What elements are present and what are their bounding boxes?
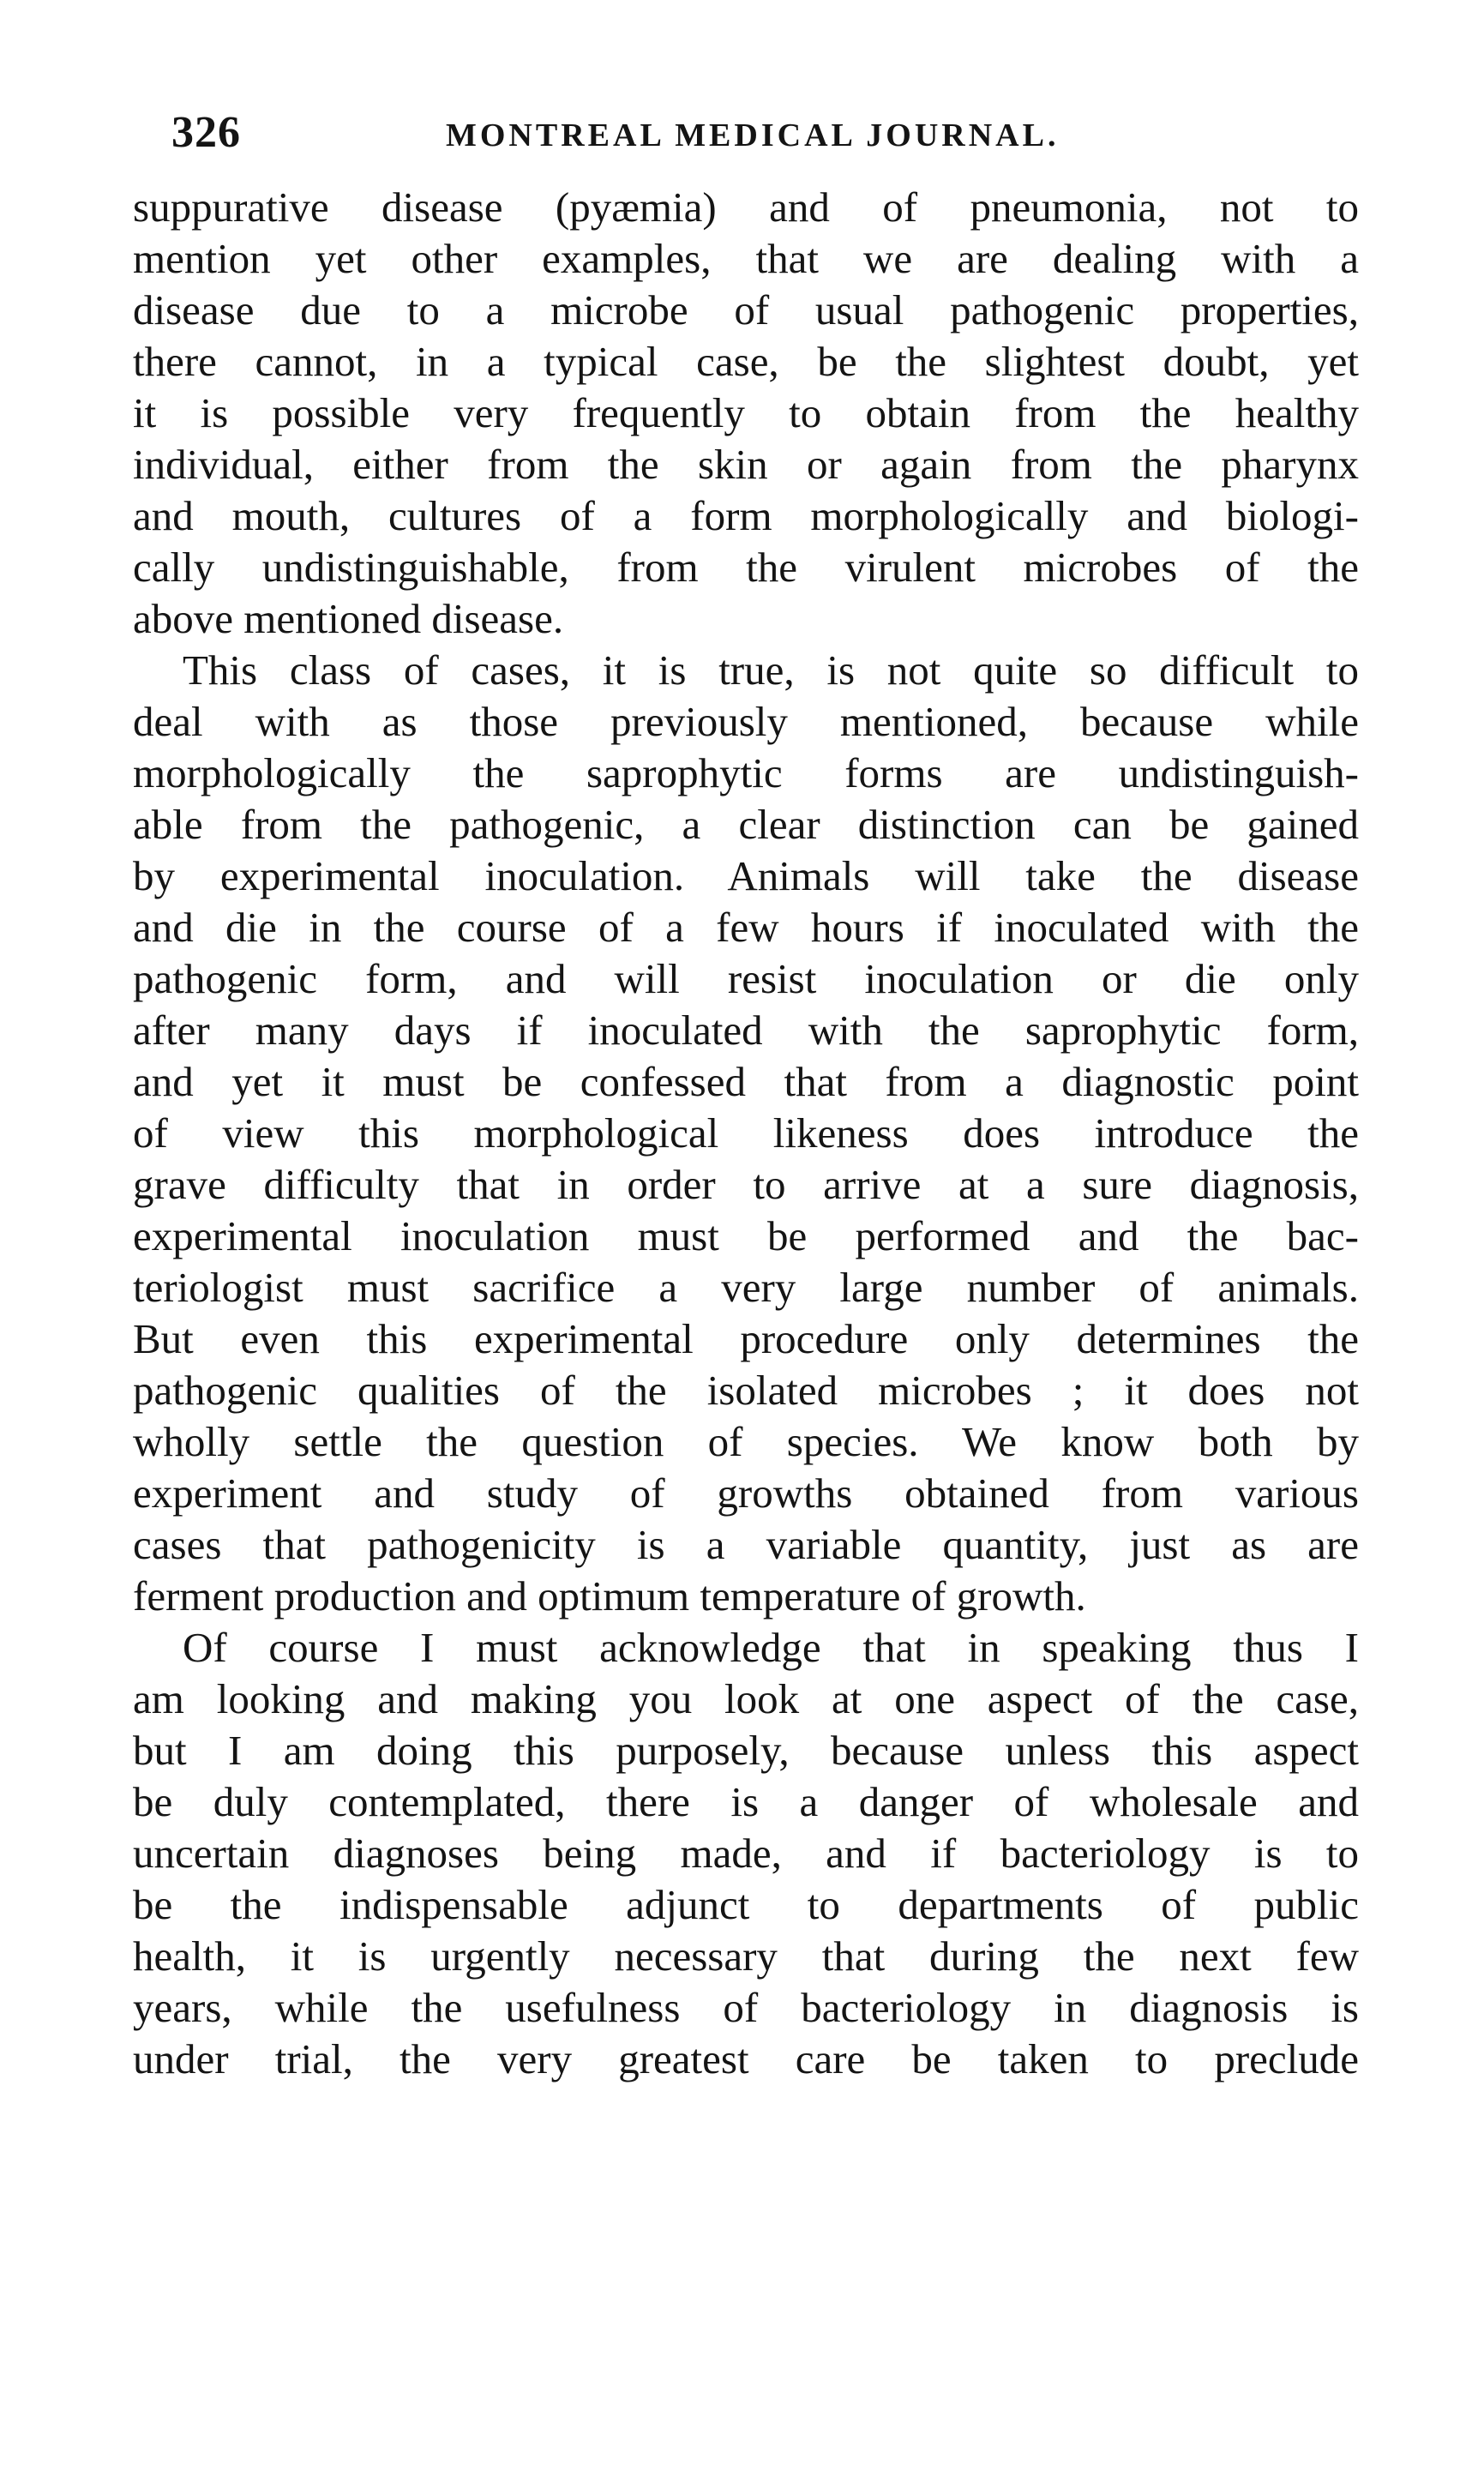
text-line: pathogenic qualities of the isolated microbes ; it does not [133, 1367, 1359, 1414]
text-line: individual, either from the skin or again from the pharynx [133, 441, 1359, 488]
text-line: But even this experimental procedure only determines the [133, 1315, 1359, 1362]
text-line: ferment production and optimum temperature of growth. [133, 1572, 1086, 1620]
text-line: deal with as those previously mentioned, because while [133, 698, 1359, 745]
text-line: grave difficulty that in order to arrive at a sure diagnosis, [133, 1161, 1359, 1208]
text-line: and die in the course of a few hours if inoculated with the [133, 904, 1359, 951]
text-line: cases that pathogenicity is a variable quantity, just as are [133, 1521, 1359, 1568]
text-line: but I am doing this purposely, because unless this aspect [133, 1727, 1359, 1774]
body-text [133, 182, 1359, 2085]
text-line: it is possible very frequently to obtain from the healthy [133, 389, 1359, 436]
running-head [171, 103, 1355, 163]
text-line: morphologically the saprophytic forms are undistinguish- [133, 749, 1359, 796]
text-line: experimental inoculation must be performed and the bac- [133, 1212, 1359, 1259]
text-line: be duly contemplated, there is a danger of wholesale and [133, 1778, 1359, 1825]
text-line: Of course I must acknowledge that in speaking thus I [183, 1624, 1359, 1671]
text-line: years, while the usefulness of bacteriology in diagnosis is [133, 1984, 1359, 2031]
text-line: pathogenic form, and will resist inoculation or die only [133, 955, 1359, 1002]
text-line: be the indispensable adjunct to departments of public [133, 1881, 1359, 1928]
text-line: and mouth, cultures of a form morphologically and biologi- [133, 492, 1359, 539]
text-line: health, it is urgently necessary that during the next few [133, 1932, 1359, 1980]
text-line: after many days if inoculated with the saprophytic form, [133, 1007, 1359, 1054]
text-line: suppurative disease (pyæmia) and of pneumonia, not to [133, 183, 1359, 231]
text-line: under trial, the very greatest care be taken to preclude [133, 2035, 1359, 2082]
text-line: teriologist must sacrifice a very large number of animals. [133, 1264, 1359, 1311]
text-line: cally undistinguishable, from the virulent microbes of the [133, 544, 1359, 591]
text-line: of view this morphological likeness does introduce the [133, 1109, 1359, 1157]
journal-title: MONTREAL MEDICAL JOURNAL. [446, 117, 1060, 153]
text-line: there cannot, in a typical case, be the slightest doubt, yet [133, 338, 1359, 385]
text-line: disease due to a microbe of usual pathogenic properties, [133, 286, 1359, 334]
text-line: above mentioned disease. [133, 595, 564, 642]
text-line: able from the pathogenic, a clear distinction can be gained [133, 801, 1359, 848]
text-line: mention yet other examples, that we are dealing with a [133, 235, 1359, 282]
text-line: This class of cases, it is true, is not quite so difficult to [183, 646, 1359, 694]
text-line: experiment and study of growths obtained from various [133, 1469, 1359, 1517]
text-line: and yet it must be confessed that from a diagnostic point [133, 1058, 1359, 1105]
text-line: uncertain diagnoses being made, and if bacteriology is to [133, 1830, 1359, 1877]
page-number: 326 [171, 108, 241, 157]
text-line: wholly settle the question of species. We know both by [133, 1418, 1359, 1465]
text-line: am looking and making you look at one aspect of the case, [133, 1675, 1359, 1722]
text-line: by experimental inoculation. Animals will take the disease [133, 852, 1359, 899]
